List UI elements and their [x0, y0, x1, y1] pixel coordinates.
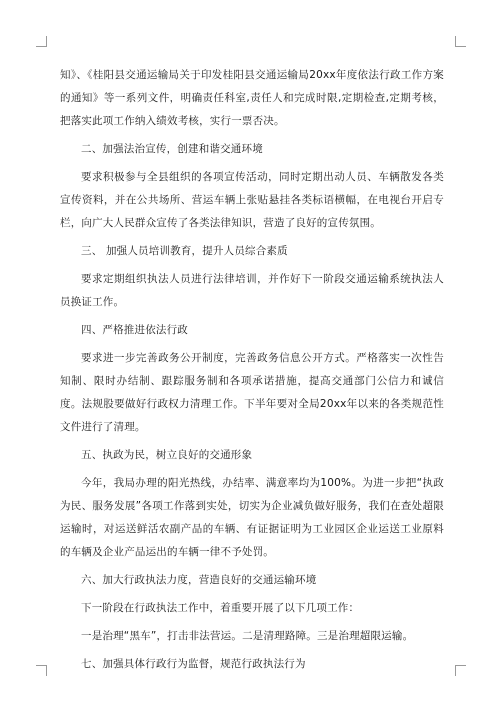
crop-mark-bottom-right [455, 665, 466, 676]
crop-mark-top-right [455, 36, 466, 47]
paragraph-continuation: 知》、《桂阳县交通运输局关于印发桂阳县交通运输局20xx年度依法行政工作方案的通知》等一系列文件，明确责任科室,责任人和完成时限,定期检查,定期考核，把落实此项工作纳入绩效考核，实行一票否决。 [60, 69, 444, 127]
paragraph-service: 今年，我局办理的阳光热线，办结率、满意率均为100%。为进一步把“执政为民、服务发展”各项工作落到实处，切实为企业减负做好服务，我们在查处超限运输时，对运送鲜活农副产品的车辆、有证据证明为工业园区企业运送工业原料的车辆及企业产品运出的车辆一律不予处罚。 [60, 477, 444, 558]
paragraph-publicity: 要求积极参与全县组织的各项宣传活动，同时定期出动人员、车辆散发各类宣传资料，并在公共场所、营运车辆上张贴悬挂各类标语横幅，在电视台开启专栏，向广大人民群众宣传了各类法律知识，营造了良好的宣传氛围。 [60, 171, 444, 229]
crop-mark-top-left [36, 36, 47, 47]
paragraph-tasks: 一是治理“黑车”，打击非法营运。二是清理路障。三是治理超限运输。 [81, 630, 414, 642]
section-heading-7: 七、加强具体行政行为监督，规范行政执法行为 [81, 658, 306, 670]
section-heading-6: 六、加大行政执法力度，营造良好的交通运输环境 [81, 574, 317, 586]
paragraph-training: 要求定期组织执法人员进行法律培训，并作好下一阶段交通运输系统执法人员换证工作。 [60, 273, 444, 308]
section-heading-2: 二、加强法治宣传，创建和谐交通环境 [81, 143, 263, 155]
section-heading-3: 三、 加强人员培训教育，提升人员综合素质 [81, 245, 288, 257]
paragraph-next-steps: 下一阶段在行政执法工作中，着重要开展了以下几项工作： [81, 602, 360, 614]
paragraph-administration: 要求进一步完善政务公开制度，完善政务信息公开方式。严格落实一次性告知制、限时办结制、跟踪服务制和各项承诺措施，提高交通部门公信力和诚信度。法规股要做好行政权力清理工作。下半年要对全局20xx年以来的各类规范性文件进行了清理。 [60, 352, 444, 433]
section-heading-5: 五、执政为民，树立良好的交通形象 [81, 449, 253, 461]
crop-mark-bottom-left [36, 665, 47, 676]
section-heading-4: 四、严格推进依法行政 [81, 324, 188, 336]
document-page [60, 64, 444, 676]
